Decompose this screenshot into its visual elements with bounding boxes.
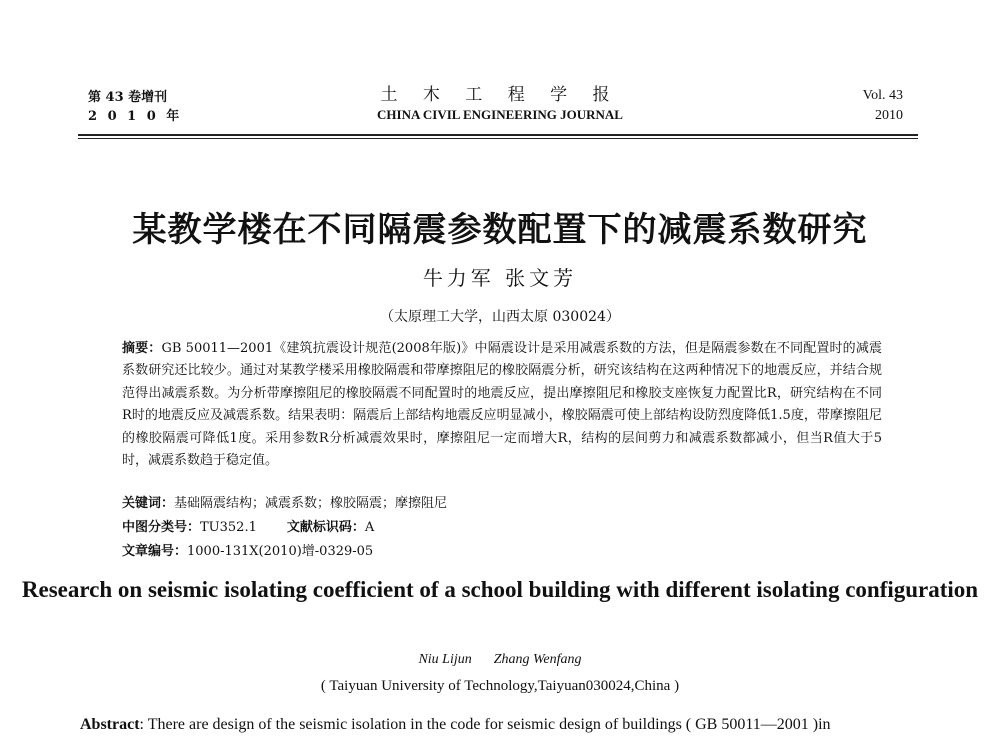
abstract-label: 摘要： (122, 341, 162, 356)
keywords-text: 基础隔震结构；减震系数；橡胶隔震；摩擦阻尼 (174, 496, 448, 511)
journal-name-en: CHINA CIVIL ENGINEERING JOURNAL (377, 107, 623, 122)
clc-label: 中图分类号： (122, 520, 201, 535)
header-rule-thick (78, 134, 918, 136)
header-year-en: 2010 (875, 108, 903, 123)
abstract-en-text: : There are design of the seismic isolation in the code for seismic design of buildings ( GB 50011—2001 )in (139, 716, 831, 733)
author2-en: Zhang Wenfang (493, 652, 582, 667)
authors-cn: 牛力军 张文芳 (422, 266, 578, 290)
paper-title-cn: 某教学楼在不同隔震参数配置下的减震系数研究 (132, 210, 868, 250)
header-volume-en-block (863, 86, 903, 126)
header-volume-en: Vol. 43 (862, 88, 903, 103)
header-volume-cn: 第 43 卷增刊 (88, 90, 168, 105)
abstract-cn-text: GB 50011—2001《建筑抗震设计规范(2008年版)》中隔震设计是采用减震系数的方法，但是隔震参数在不同配置时的减震系数研究还比较少。通过对某教学楼采用橡胶隔震和带摩擦阻尼的橡胶隔震分析，研究该结构在这两种情况下的地震反应，并结合规范得出减震系数。为分析带摩擦阻尼的橡胶隔震不同配置时的地震反应，提出摩擦阻尼和橡胶支座恢复力配置比R，研究结构在不同R时的地震反应及减震系数。结果表明：隔震后上部结构地震反应明显减小，橡胶隔震可使上部结构设防烈度降低1.5度，带摩擦阻尼的橡胶隔震可降低1度。采用参数R分析减震效果时，摩擦阻尼一定而增大R，结构的层间剪力和减震系数都减小，但当R值大于5时，减震系数趋于稳定值。 (122, 341, 882, 469)
clc-value: TU352.1 (200, 520, 257, 535)
journal-name-block (340, 84, 660, 124)
abstract-en-label: Abstract (80, 716, 140, 733)
abstract-en (80, 714, 930, 736)
affiliation-en: ( Taiyuan University of Technology,Taiyuan030024,China ) (320, 678, 680, 694)
author1-en: Niu Lijun (418, 652, 472, 667)
authors-en (0, 652, 1000, 668)
article-no-label: 文章编号： (122, 544, 188, 559)
article-no-value: 1000-131X(2010)增-0329-05 (187, 544, 374, 559)
header-volume-block (88, 88, 182, 126)
article-number-line (122, 540, 373, 559)
header-rule-thin (78, 138, 918, 139)
classification-line (122, 516, 374, 535)
keywords-label: 关键词： (122, 496, 175, 511)
journal-name-cn: 土 木 工 程 学 报 (380, 85, 620, 105)
header-year-cn: 2 0 1 0 年 (88, 109, 183, 124)
doc-code-value: A (364, 520, 375, 535)
doc-code-label: 文献标识码： (286, 520, 365, 535)
affiliation-cn: （太原理工大学，山西太原 030024） (380, 309, 620, 325)
abstract-cn (122, 338, 882, 472)
paper-title-en: Research on seismic isolating coefficient of a school building with different isolating configuration (21, 577, 979, 602)
keywords-line (122, 492, 447, 511)
